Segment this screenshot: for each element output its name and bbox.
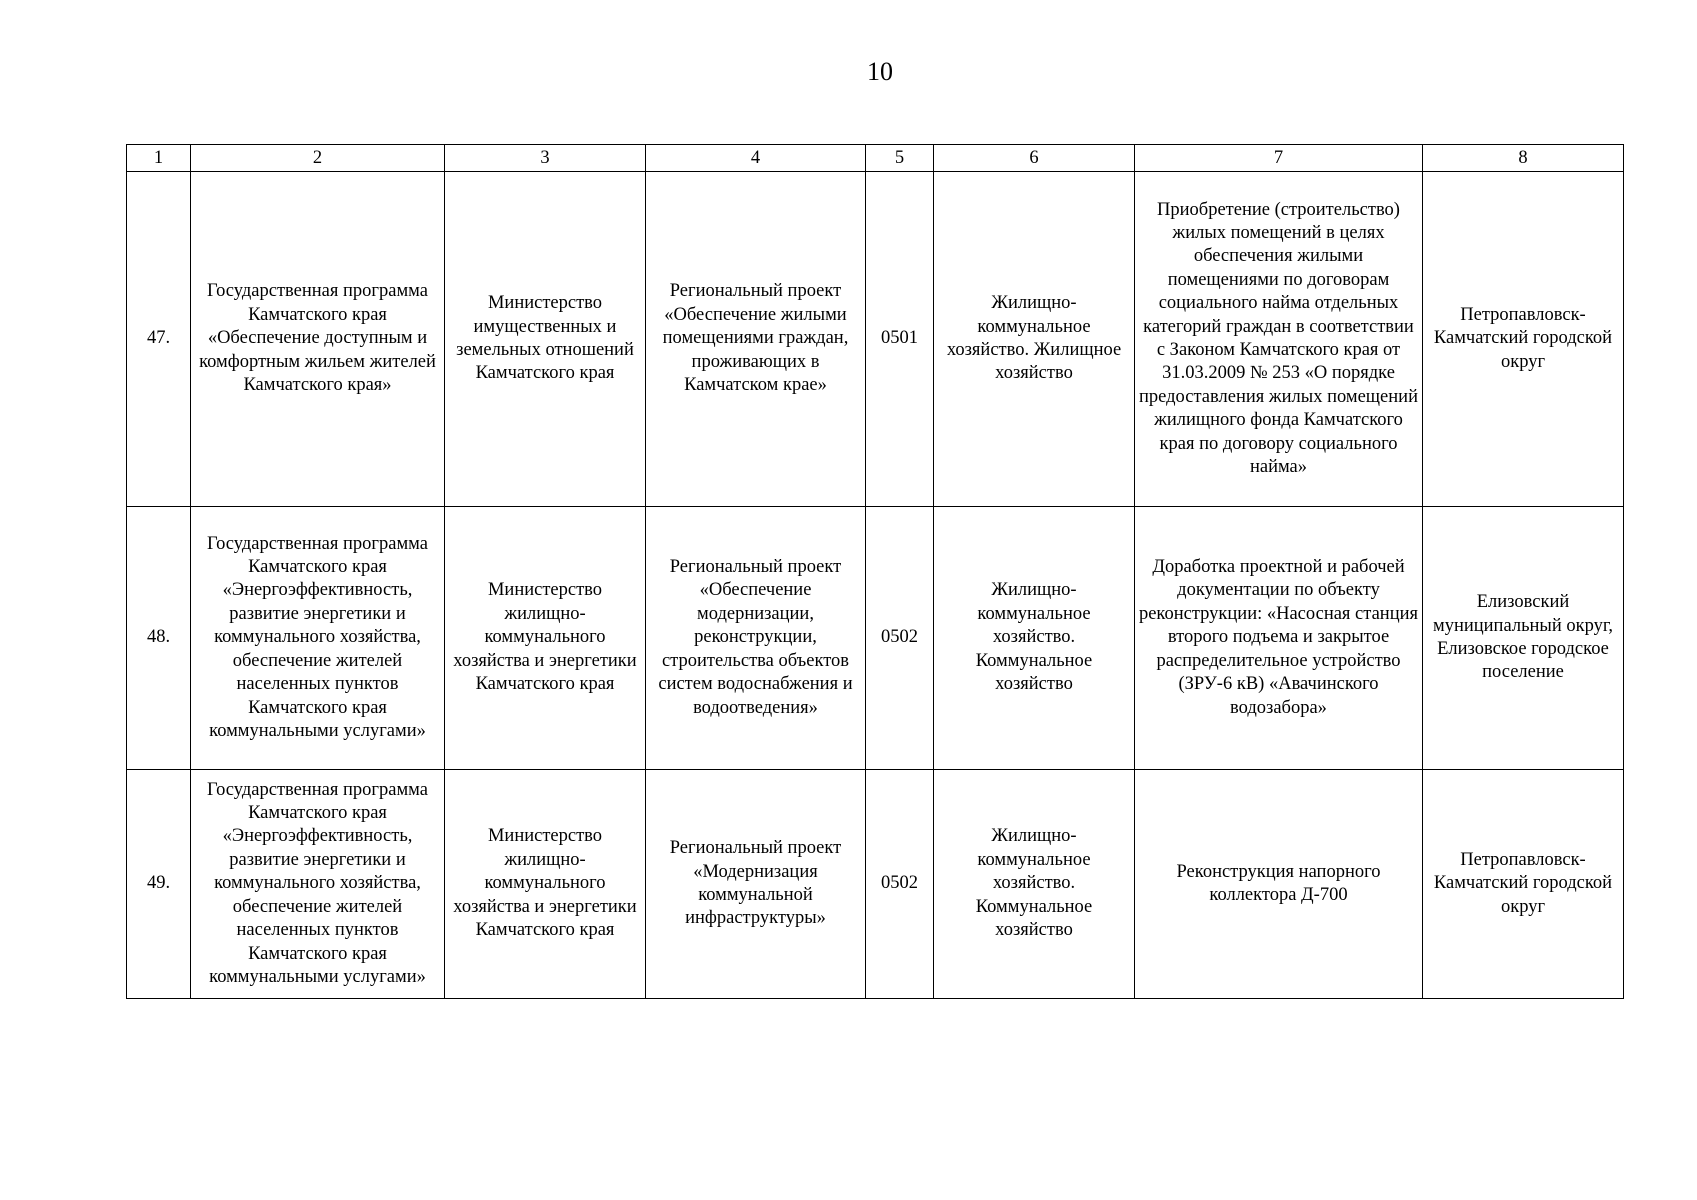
- project-cell: Региональный проект «Обеспечение жилыми помещениями граждан, проживающих в Камчатском крае»: [646, 172, 866, 507]
- code-cell: 0502: [866, 507, 934, 770]
- program-cell: Государственная программа Камчатского края «Обеспечение доступным и комфортным жильем жителей Камчатского края»: [191, 172, 445, 507]
- sector-cell: Жилищно-коммунальное хозяйство. Жилищное хозяйство: [934, 172, 1135, 507]
- code-cell: 0501: [866, 172, 934, 507]
- header-cell-3: 3: [445, 145, 646, 172]
- table-row: [127, 507, 1624, 770]
- program-cell: Государственная программа Камчатского края «Энергоэффективность, развитие энергетики и коммунального хозяйства, обеспечение жителей населенных пунктов Камчатского края коммунальными услугами»: [191, 507, 445, 770]
- projects-table: [126, 144, 1624, 999]
- ministry-cell: Министерство имущественных и земельных отношений Камчатского края: [445, 172, 646, 507]
- header-cell-5: 5: [866, 145, 934, 172]
- object-cell: Доработка проектной и рабочей документации по объекту реконструкции: «Насосная станция второго подъема и закрытое распределительное устройство (ЗРУ-6 кВ) «Авачинского водозабора»: [1135, 507, 1423, 770]
- header-cell-7: 7: [1135, 145, 1423, 172]
- ministry-cell: Министерство жилищно-коммунального хозяйства и энергетики Камчатского края: [445, 507, 646, 770]
- sector-cell: Жилищно-коммунальное хозяйство. Коммунальное хозяйство: [934, 770, 1135, 999]
- program-cell: Государственная программа Камчатского края «Энергоэффективность, развитие энергетики и коммунального хозяйства, обеспечение жителей населенных пунктов Камчатского края коммунальными услугами»: [191, 770, 445, 999]
- table-row: [127, 172, 1624, 507]
- row-number-cell: 49.: [127, 770, 191, 999]
- header-cell-6: 6: [934, 145, 1135, 172]
- code-cell: 0502: [866, 770, 934, 999]
- row-number-cell: 48.: [127, 507, 191, 770]
- header-cell-4: 4: [646, 145, 866, 172]
- table-header-row: [127, 145, 1624, 172]
- table-row: [127, 770, 1624, 999]
- object-cell: Приобретение (строительство) жилых помещений в целях обеспечения жилыми помещениями по договорам социального найма отдельных категорий граждан в соответствии с Законом Камчатского края от 31.03.2009 № 253 «О порядке предоставления жилых помещений жилищного фонда Камчатского края по договору социального найма»: [1135, 172, 1423, 507]
- municipality-cell: Петропавловск-Камчатский городской округ: [1423, 172, 1624, 507]
- header-cell-2: 2: [191, 145, 445, 172]
- header-cell-8: 8: [1423, 145, 1624, 172]
- project-cell: Региональный проект «Модернизация коммунальной инфраструктуры»: [646, 770, 866, 999]
- sector-cell: Жилищно-коммунальное хозяйство. Коммунальное хозяйство: [934, 507, 1135, 770]
- municipality-cell: Елизовский муниципальный округ, Елизовское городское поселение: [1423, 507, 1624, 770]
- ministry-cell: Министерство жилищно-коммунального хозяйства и энергетики Камчатского края: [445, 770, 646, 999]
- page-number: 10: [867, 57, 893, 86]
- project-cell: Региональный проект «Обеспечение модернизации, реконструкции, строительства объектов систем водоснабжения и водоотведения»: [646, 507, 866, 770]
- header-cell-1: 1: [127, 145, 191, 172]
- row-number-cell: 47.: [127, 172, 191, 507]
- municipality-cell: Петропавловск-Камчатский городской округ: [1423, 770, 1624, 999]
- object-cell: Реконструкция напорного коллектора Д-700: [1135, 770, 1423, 999]
